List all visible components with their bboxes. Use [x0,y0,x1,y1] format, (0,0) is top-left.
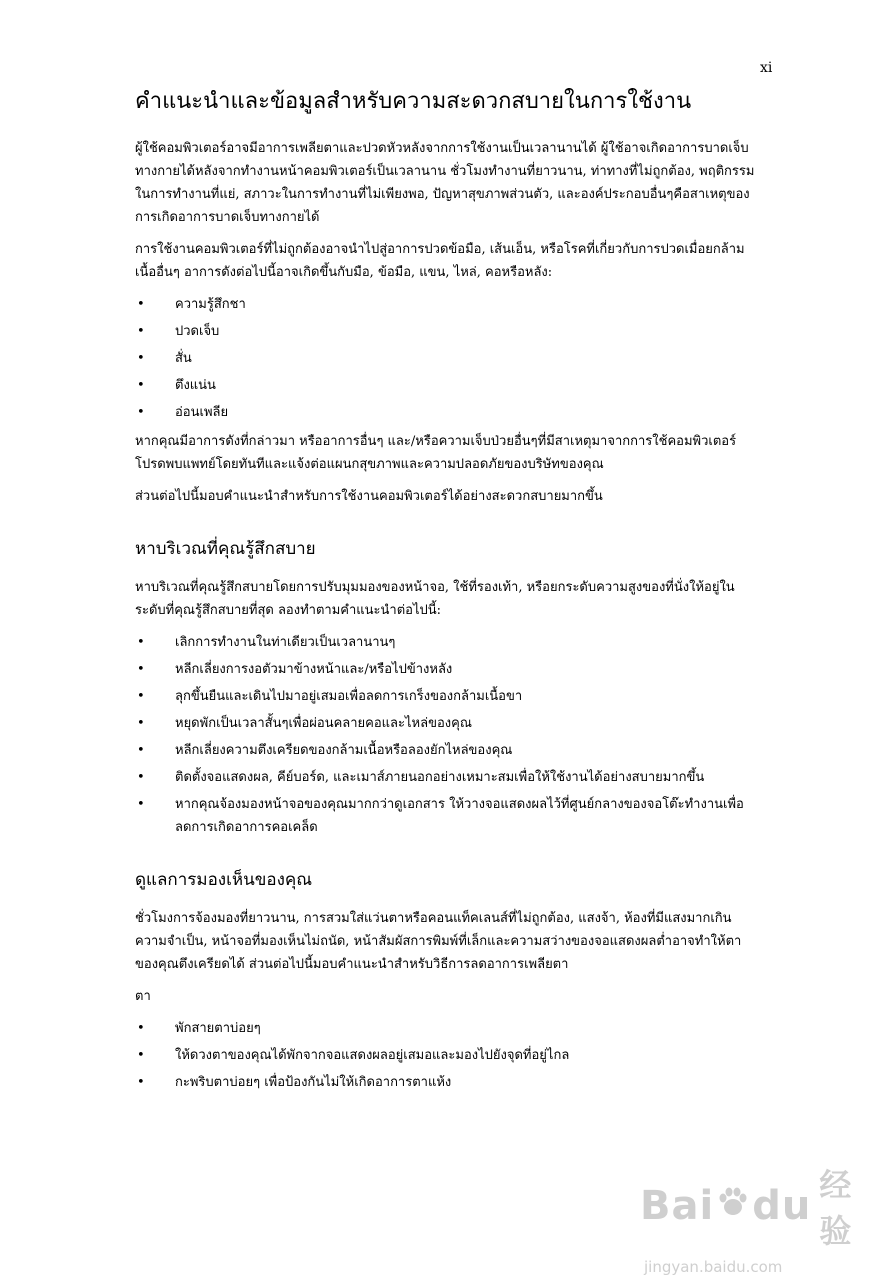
list-item: • ความรู้สึกชา [135,293,760,316]
symptom-advice-paragraph: หากคุณมีอาการดังที่กล่าวมา หรืออาการอื่นๆ และ/หรือความเจ็บป่วยอื่นๆที่มีสาเหตุมาจากการใช้คอมพิวเตอร์ โปรดพบแพทย์โดยทันทีและแจ้งต่อแผนกสุขภาพและความปลอดภัยของบริษัทของคุณ [135,433,737,472]
bullet-icon: • [137,769,145,785]
bullet-icon: • [137,688,145,704]
intro-paragraph-2: การใช้งานคอมพิวเตอร์ที่ไม่ถูกต้องอาจนำไปสู่อาการปวดข้อมือ, เส้นเอ็น, หรือโรคที่เกี่ยวกับการปวดเมื่อยกล้ามเนื้ออื่นๆ อาการดังต่อไปนี้อาจเกิดขึ้นกับมือ, ข้อมือ, แขน, ไหล่, คอหรือหลัง: [135,241,745,280]
list-item: • หลีกเลี่ยงการงอตัวมาข้างหน้าและ/หรือไปข้างหลัง [135,658,760,681]
list-item: • ปวดเจ็บ [135,320,760,343]
page-title: คำแนะนำและข้อมูลสำหรับความสะดวกสบายในการใช้งาน [135,89,692,114]
list-item: • ให้ดวงตาของคุณได้พักจากจอแสดงผลอยู่เสมอและมองไปยังจุดที่อยู่ไกล [135,1044,760,1067]
symptom-list [135,293,760,424]
page-number: xi [760,60,773,76]
bullet-icon: • [137,1020,145,1036]
document-body [135,88,760,1100]
vision-orphan-text: ตา [135,988,151,1004]
comfort-tips-list [135,631,760,839]
bullet-icon: • [137,296,145,312]
list-item: • พักสายตาบ่อยๆ [135,1017,760,1040]
comfort-paragraph: หาบริเวณที่คุณรู้สึกสบายโดยการปรับมุมมองของหน้าจอ, ใช้ที่รองเท้า, หรือยกระดับความสูงของที่นั่งให้อยู่ในระดับที่คุณรู้สึกสบายที่สุด ลองทำตามคำแนะนำต่อไปนี้: [135,579,735,618]
baidu-logo: Bai du 经验 [640,1166,853,1250]
list-item: • อ่อนเพลีย [135,401,760,424]
list-item: • หยุดพักเป็นเวลาสั้นๆเพื่อผ่อนคลายคอและไหล่ของคุณ [135,712,760,735]
list-item: • สั่น [135,347,760,370]
bullet-icon: • [137,404,145,420]
list-item: • ลุกขึ้นยืนและเดินไปมาอยู่เสมอเพื่อลดการเกร็งของกล้ามเนื้อขา [135,685,760,708]
bullet-icon: • [137,742,145,758]
vision-paragraph: ชั่วโมงการจ้องมองที่ยาวนาน, การสวมใส่แว่นตาหรือคอนแท็คเลนส์ที่ไม่ถูกต้อง, แสงจ้า, ห้องที่มีแสงมากเกินความจำเป็น, หน้าจอที่มองเห็นไม่ถนัด, หน้าสัมผัสการพิมพ์ที่เล็กและความสว่างของจอแสดงผลต่ำอาจทำให้ตาของคุณตึงเครียดได้ ส่วนต่อไปนี้มอบคำแนะนำสำหรับวิธีการลดอาการเพลียตา [135,910,742,972]
list-item: • กะพริบตาบ่อยๆ เพื่อป้องกันไม่ให้เกิดอาการตาแห้ง [135,1071,760,1094]
bullet-icon: • [137,1047,145,1063]
watermark-url: jingyan.baidu.com [644,1258,783,1276]
paw-icon [716,1183,750,1229]
comfort-heading: หาบริเวณที่คุณรู้สึกสบาย [135,538,316,559]
list-item: • เลิกการทำงานในท่าเดียวเป็นเวลานานๆ [135,631,760,654]
vision-heading: ดูแลการมองเห็นของคุณ [135,869,313,890]
vision-tips-list [135,1017,760,1094]
baidu-watermark [640,1160,880,1276]
bullet-icon: • [137,715,145,731]
bullet-icon: • [137,377,145,393]
list-item: • ตึงแน่น [135,374,760,397]
bullet-icon: • [137,661,145,677]
bullet-icon: • [137,350,145,366]
bullet-icon: • [137,323,145,339]
bullet-icon: • [137,796,145,812]
list-item: • หากคุณจ้องมองหน้าจอของคุณมากกว่าดูเอกสาร ให้วางจอแสดงผลไว้ที่ศูนย์กลางของจอโต๊ะทำงานเพื่อลดการเกิดอาการคอเคล็ด [135,793,760,839]
list-item: • หลีกเลี่ยงความตึงเครียดของกล้ามเนื้อหรือลองยักไหล่ของคุณ [135,739,760,762]
intro-paragraph-1: ผู้ใช้คอมพิวเตอร์อาจมีอาการเพลียตาและปวดหัวหลังจากการใช้งานเป็นเวลานานได้ ผู้ใช้อาจเกิดอาการบาดเจ็บทางกายได้หลังจากทำงานหน้าคอมพิวเตอร์เป็นเวลานาน ชั่วโมงทำงานที่ยาวนาน, ท่าทางที่ไม่ถูกต้อง, พฤติกรรมในการทำงานที่แย่, สภาวะในการทำงานที่ไม่เพียงพอ, ปัญหาสุขภาพส่วนตัว, และองค์ประกอบอื่นๆคือสาเหตุของการเกิดอาการบาดเจ็บทางกายได้ [135,140,755,225]
bullet-icon: • [137,1074,145,1090]
intro-closing-paragraph: ส่วนต่อไปนี้มอบคำแนะนำสำหรับการใช้งานคอมพิวเตอร์ได้อย่างสะดวกสบายมากขึ้น [135,488,603,504]
list-item: • ติดตั้งจอแสดงผล, คีย์บอร์ด, และเมาส์ภายนอกอย่างเหมาะสมเพื่อให้ใช้งานได้อย่างสบายมากขึ้น [135,766,760,789]
bullet-icon: • [137,634,145,650]
